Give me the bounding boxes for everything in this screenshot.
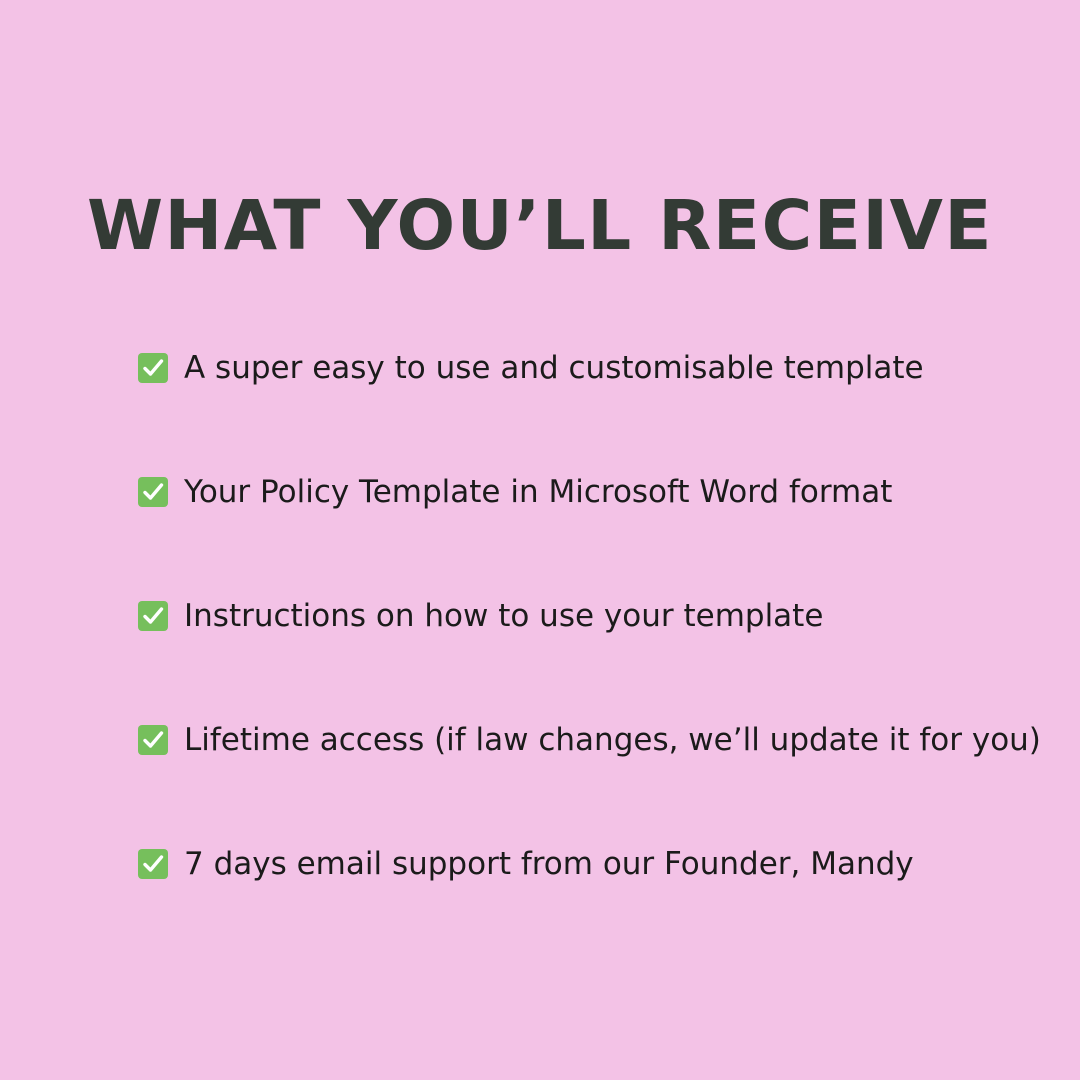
list-item-label: Your Policy Template in Microsoft Word format: [184, 474, 893, 510]
list-item: [138, 590, 1018, 714]
list-item-label: 7 days email support from our Founder, Mandy: [184, 846, 914, 882]
list-item-label: A super easy to use and customisable template: [184, 350, 924, 386]
list-item-label: Instructions on how to use your template: [184, 598, 824, 634]
list-item: [138, 714, 1041, 838]
checkbox-checked-icon: [138, 725, 168, 755]
checkbox-checked-icon: [138, 849, 168, 879]
list-item: [138, 466, 1018, 590]
checkbox-checked-icon: [138, 477, 168, 507]
page-title: WHAT YOU’LL RECEIVE: [86, 186, 994, 266]
checkbox-checked-icon: [138, 601, 168, 631]
checkbox-checked-icon: [138, 353, 168, 383]
benefits-checklist: [138, 342, 1041, 962]
list-item-label: Lifetime access (if law changes, we’ll update it for you): [184, 722, 1041, 758]
list-item: [138, 838, 1018, 962]
list-item: [138, 342, 1018, 466]
